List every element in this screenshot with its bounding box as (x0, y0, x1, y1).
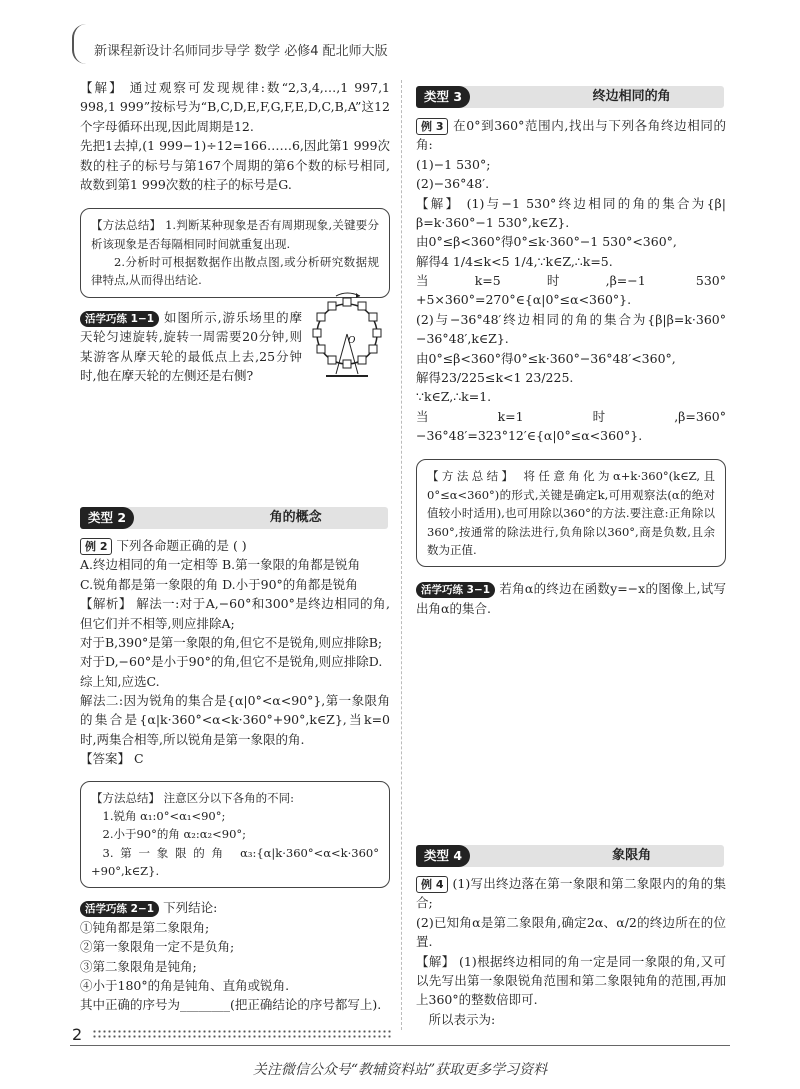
option-line: C.锐角都是第一象限的角 D.小于90°的角都是锐角 (80, 576, 358, 592)
example-3-block (416, 116, 726, 618)
example-label: 例 2 (80, 538, 112, 555)
header-ornament (72, 24, 92, 64)
answer-text: 【答案】 C (80, 751, 144, 767)
page-header (72, 24, 732, 66)
exercise-2-1: 活学巧练 2−1 下列结论: (80, 898, 390, 917)
summary-line: 1.锐角 α₁:0°<α₁<90°; (102, 808, 226, 823)
analysis-text: 对于B,390°是第一象限的角,但它不是锐角,则应排除B; (80, 634, 383, 650)
exercise-3-1: 活学巧练 3−1 若角α的终边在函数y=−x的图像上,试写出角α的集合. (416, 581, 726, 616)
example-question: 例 4 (1)写出终边落在第一象限和第二象限内的角的集合; (416, 876, 726, 911)
summary-line: 【方法总结】 将任意角化为α+k·360°(k∈Z,且0°≤α<360°)的形式,关键是确定k,可用观察法(α的绝对值较小时适用),也可用除以360°的方法.要注意:正角除以360°,按通常的除法进行,负角除以360°,商是负数,且余数为正值. (427, 469, 715, 557)
solution-text: 解得4 1/4≤k<5 1/4,∵k∈Z,∴k=5. (416, 253, 613, 269)
summary-line: 3.第一象限的角 α₃:{α|k·360°<α<k·360°+90°,k∈Z}. (91, 845, 379, 879)
summary-line: 2.分析时可根据数据作出散点图,或分析研究数据规律特点,从而得出结论. (91, 255, 379, 288)
example-2-block (80, 536, 390, 1015)
sub-question: (1)−1 530°; (416, 156, 491, 172)
solution-text: (2)与−36°48′终边相同的角的集合为{β|β=k·360°−36°48′,k∈Z}. (416, 311, 726, 347)
fill-blank-line: 其中正确的序号为________(把正确结论的序号都写上). (80, 997, 382, 1013)
solution-text: 所以表示为: (428, 1011, 496, 1027)
method-summary-box (80, 781, 390, 889)
list-item: ①钝角都是第二象限角; (80, 919, 210, 935)
section-number: 类型 2 (80, 507, 134, 529)
solution-text: 当k=1时,β=360°−36°48′=323°12′∈{α|0°≤α<360°}. (416, 408, 726, 443)
summary-line: 2.小于90°的角 α₂:α₂<90°; (102, 827, 247, 842)
exercise-label: 活学巧练 1−1 (80, 311, 159, 327)
example-label: 例 4 (416, 876, 448, 893)
column-divider (401, 80, 402, 1030)
example-question: 例 2 下列各命题正确的是 ( ) (80, 536, 390, 555)
section-number: 类型 3 (416, 86, 470, 108)
solution-text: 【解】 通过观察可发现规律:数“2,3,4,…,1 997,1 998,1 999”按标号为“B,C,D,E,F,G,F,E,D,C,B,A”这12个字母循环出现,因此周期是12. (80, 80, 390, 134)
example-question: 例 3 在0°到360°范围内,找出与下列各角终边相同的角: (416, 118, 726, 153)
sub-question: (2)−36°48′. (416, 176, 490, 192)
exercise-text: 如图所示,游乐场里的摩天轮匀速旋转,旋转一周需要20分钟,则某游客从摩天轮的最低点上去,25分钟时,他在摩天轮的左侧还是右侧? (80, 309, 302, 383)
page-number: 2 (72, 1025, 83, 1044)
list-item: ③第二象限角是钝角; (80, 958, 197, 974)
method-summary-box (80, 208, 390, 298)
solution-text: 先把1去掉,(1 999−1)÷12=166……6,因此第1 999次数的柱子的标号与第167个周期的第6个数的标号相同,故数到第1 999次数的柱子的标号是G. (80, 138, 390, 192)
example-4-block (416, 874, 726, 1029)
exercise-label: 活学巧练 2−1 (80, 901, 159, 917)
list-item: ②第一象限角一定不是负角; (80, 939, 235, 955)
solution-text: 由0°≤β<360°得0°≤k·360°−36°48′<360°, (416, 350, 676, 366)
option-line: A.终边相同的角一定相等 B.第一象限的角都是锐角 (80, 557, 361, 573)
analysis-text: 对于D,−60°是小于90°的角,但它不是锐角,则应排除D. (80, 654, 383, 670)
section-type-4 (416, 845, 724, 867)
wheel-center-label: O (348, 336, 356, 346)
page-footer (70, 1023, 730, 1045)
list-item: ④小于180°的角是钝角、直角或锐角. (80, 977, 290, 993)
exercise-label: 活学巧练 3−1 (416, 582, 495, 598)
footer-rule (70, 1045, 730, 1046)
header-title: 新课程新设计名师同步导学 数学 必修4 配北师大版 (94, 44, 388, 59)
section-type-3 (416, 86, 724, 108)
sub-question: (2)已知角α是第二象限角,确定2α、α/2的终边所在的位置. (416, 914, 726, 950)
example-label: 例 3 (416, 118, 448, 135)
solution-text: 解得23/225≤k<1 23/225. (416, 369, 574, 385)
section-title: 象限角 (612, 848, 652, 863)
summary-line: 【方法总结】 注意区分以下各角的不同: (91, 790, 295, 805)
exercise-1-1 (80, 308, 302, 386)
analysis-text: 【解析】 解法一:对于A,−60°和300°是终边相同的角,但它们并不相等,则应排除A; (80, 596, 390, 631)
solution-text: 【解】 (1)与−1 530°终边相同的角的集合为{β|β=k·360°−1 530°,k∈Z}. (416, 195, 726, 230)
solution-text: 由0°≤β<360°得0°≤k·360°−1 530°<360°, (416, 234, 677, 250)
solution-text: 当k=5时,β=−1 530°+5×360°=270°∈{α|0°≤α<360°}. (416, 273, 726, 308)
ferris-wheel-figure (306, 292, 388, 380)
section-title: 终边相同的角 (592, 89, 671, 104)
method-summary-box (416, 459, 726, 567)
section-title: 角的概念 (269, 510, 322, 525)
dotted-bar (92, 1029, 392, 1039)
section-type-2 (80, 507, 388, 529)
summary-line: 【方法总结】 1.判断某种现象是否有周期现象,关键要分析该现象是否每隔相同时间就重复出现. (91, 218, 379, 251)
solution-text: ∵k∈Z,∴k=1. (416, 389, 492, 405)
solution-text: 【解】 (1)根据终边相同的角一定是同一象限的角,又可以先写出第一象限锐角范围和第二象限钝角的范围,再加上360°的整数倍即可. (416, 953, 726, 1008)
analysis-text: 综上知,应选C. (80, 673, 160, 689)
section-number: 类型 4 (416, 845, 470, 867)
bottom-note: 关注微信公众号“教辅资料站”获取更多学习资料 (252, 1062, 548, 1078)
analysis-text: 解法二:因为锐角的集合是{α|0°<α<90°},第一象限角的集合是{α|k·360°<α<k·360°+90°,k∈Z},当k=0时,两集合相等,所以锐角是第一象限的角. (80, 693, 390, 747)
